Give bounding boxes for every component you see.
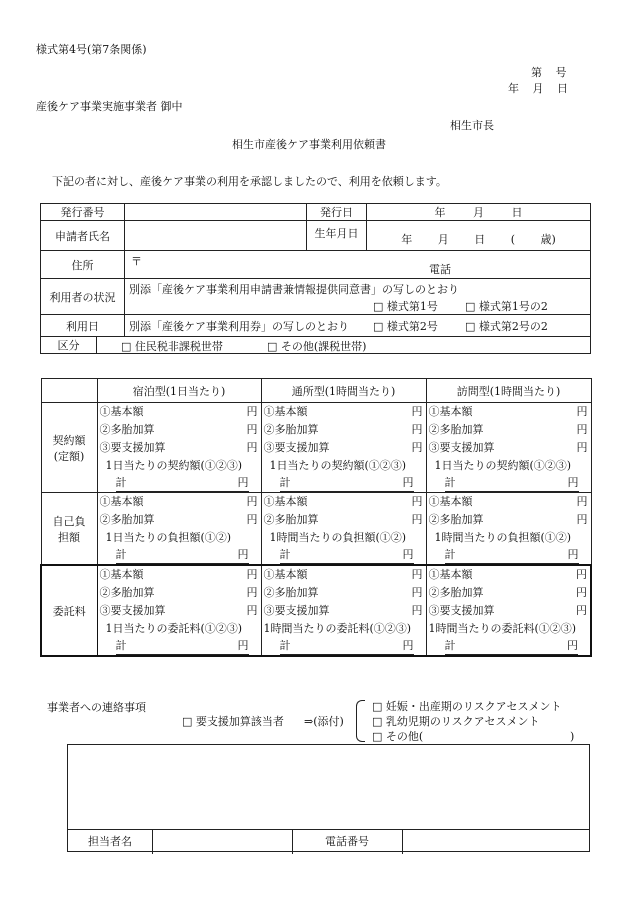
item-label: ②多胎加算 — [99, 423, 155, 436]
total-label: 計 — [444, 476, 456, 489]
yen-unit: 円 — [411, 423, 423, 436]
commission-item — [98, 584, 261, 602]
contact-footer-row — [68, 829, 589, 854]
yen-unit: 円 — [402, 476, 414, 489]
yen-unit: 円 — [576, 513, 588, 526]
issue-number-label: 発行番号 — [41, 204, 125, 221]
item-label: ③要支援加算 — [99, 441, 166, 454]
yen-unit: 円 — [246, 568, 258, 581]
yen-unit: 円 — [576, 495, 588, 508]
form-number: 様式第4号(第7条関係) — [36, 43, 147, 56]
commission-item — [262, 584, 426, 602]
user-status-cell — [125, 279, 591, 315]
postal-mark: 〒 — [131, 255, 142, 268]
item-label: ①基本額 — [263, 405, 308, 418]
commission-item — [427, 602, 591, 620]
contract-total — [280, 475, 414, 492]
issue-number-field[interactable] — [125, 204, 307, 221]
yen-unit: 円 — [411, 495, 423, 508]
contract-item — [98, 421, 261, 439]
total-label: 計 — [279, 639, 291, 652]
yen-unit: 円 — [576, 405, 588, 418]
yen-unit: 円 — [576, 568, 587, 581]
yen-unit: 円 — [237, 548, 249, 561]
self-pay-subtotal: 1日当たりの負担額(①②) — [105, 531, 232, 544]
item-label: ②多胎加算 — [99, 586, 155, 599]
yen-unit: 円 — [246, 513, 258, 526]
yen-unit: 円 — [246, 423, 258, 436]
yen-unit: 円 — [402, 548, 414, 561]
contract-item — [262, 403, 426, 421]
person-label: 担当者名 — [68, 830, 153, 854]
contract-subtotal: 1日当たりの契約額(①②③) — [269, 459, 407, 472]
total-label: 計 — [279, 476, 291, 489]
commission-item — [98, 566, 261, 584]
commission-cell-daycare — [261, 565, 426, 656]
yen-unit: 円 — [411, 586, 423, 599]
commission-item — [427, 566, 591, 584]
birthdate-label: 生年月日 — [307, 221, 367, 251]
fee-table — [40, 378, 592, 657]
item-label: ①基本額 — [99, 405, 144, 418]
issuer: 相生市長 — [450, 119, 494, 132]
contract-cell-stay — [97, 403, 261, 493]
attach-option-infant[interactable]: □ 乳幼児期のリスクアセスメント — [372, 715, 540, 728]
item-label: ②多胎加算 — [99, 513, 155, 526]
item-label: ①基本額 — [263, 495, 308, 508]
contract-subtotal: 1日当たりの契約額(①②③) — [105, 459, 243, 472]
item-label: ②多胎加算 — [428, 513, 484, 526]
support-checkbox[interactable]: □ 要支援加算該当者 — [182, 715, 284, 728]
intro-text: 下記の者に対し、産後ケア事業の利用を承認しましたので、利用を依頼します。 — [52, 175, 447, 188]
person-field[interactable] — [152, 830, 293, 854]
item-label: ③要支援加算 — [99, 604, 166, 617]
contract-label-line1: 契約額 — [52, 433, 86, 447]
user-status-option-2[interactable]: □ 様式第1号の2 — [465, 300, 548, 313]
item-label: ①基本額 — [428, 405, 473, 418]
yen-unit: 円 — [576, 604, 587, 617]
self-pay-label — [41, 493, 97, 566]
contract-cell-daycare — [261, 403, 426, 493]
yen-unit: 円 — [567, 476, 579, 489]
self-pay-total — [116, 547, 249, 564]
attach-option-other[interactable]: □ その他( — [372, 730, 424, 743]
commission-item — [427, 584, 591, 602]
contract-item — [262, 439, 426, 457]
yen-unit: 円 — [411, 441, 423, 454]
commission-item — [98, 602, 261, 620]
user-status-text: 別添「産後ケア事業利用申請書兼情報提供同意書」の写しのとおり — [129, 283, 459, 296]
category-label: 区分 — [41, 337, 97, 354]
yen-unit: 円 — [402, 639, 414, 652]
contract-item — [98, 403, 261, 421]
address-field[interactable] — [125, 251, 591, 279]
phone-number-label: 電話番号 — [292, 830, 403, 854]
phone-label: 電話 — [429, 263, 451, 276]
item-label: ②多胎加算 — [263, 423, 319, 436]
item-label: ③要支援加算 — [428, 441, 495, 454]
recipient: 産後ケア事業実施事業者 御中 — [36, 100, 183, 113]
contract-total — [116, 475, 249, 492]
attach-option-other-close: ) — [570, 730, 575, 743]
commission-cell-stay — [97, 565, 261, 656]
contract-item — [427, 439, 591, 457]
use-date-label: 利用日 — [41, 315, 125, 337]
birthdate-field[interactable]: 年 月 日 ( 歳) — [367, 221, 591, 251]
contract-item — [98, 439, 261, 457]
contract-total — [445, 475, 579, 492]
phone-number-field[interactable] — [402, 830, 589, 854]
yen-unit: 円 — [411, 604, 423, 617]
self-pay-subtotal: 1時間当たりの負担額(①②) — [434, 531, 572, 544]
col-header-daycare: 通所型(1時間当たり) — [261, 379, 426, 403]
contract-subtotal: 1日当たりの契約額(①②③) — [434, 459, 572, 472]
use-date-cell — [125, 315, 591, 337]
item-label: ③要支援加算 — [263, 604, 330, 617]
category-option-1[interactable]: □ 住民税非課税世帯 — [121, 340, 223, 353]
item-label: ①基本額 — [428, 495, 473, 508]
yen-unit: 円 — [576, 441, 588, 454]
commission-subtotal: 1時間当たりの委託料(①②③) — [263, 622, 412, 635]
self-pay-label-line1: 自己負 — [52, 514, 86, 528]
item-label: ①基本額 — [428, 568, 473, 581]
self-pay-total — [445, 547, 579, 564]
issue-date-label: 発行日 — [307, 204, 367, 221]
yen-unit: 円 — [411, 405, 423, 418]
category-option-2[interactable]: □ その他(課税世帯) — [267, 340, 367, 353]
info-table — [40, 203, 591, 354]
yen-unit: 円 — [576, 423, 588, 436]
self-pay-item — [427, 493, 591, 511]
commission-subtotal: 1時間当たりの委託料(①②③) — [428, 622, 577, 635]
yen-unit: 円 — [237, 476, 249, 489]
attach-option-pregnancy[interactable]: □ 妊娠・出産期のリスクアセスメント — [372, 700, 562, 713]
yen-unit: 円 — [246, 604, 258, 617]
contract-cell-visit — [426, 403, 591, 493]
item-label: ③要支援加算 — [428, 604, 495, 617]
commission-item — [262, 602, 426, 620]
self-pay-subtotal: 1時間当たりの負担額(①②) — [269, 531, 407, 544]
col-header-stay: 宿泊型(1日当たり) — [97, 379, 261, 403]
commission-total — [445, 638, 579, 655]
self-pay-item — [98, 493, 261, 511]
fee-corner-cell — [41, 379, 97, 403]
yen-unit: 円 — [411, 568, 423, 581]
col-header-visit: 訪問型(1時間当たり) — [426, 379, 591, 403]
contract-label-line2: (定額) — [53, 449, 85, 463]
self-pay-total — [280, 547, 414, 564]
contract-item — [427, 421, 591, 439]
commission-total — [116, 638, 249, 655]
yen-unit: 円 — [237, 639, 249, 652]
yen-unit: 円 — [246, 441, 258, 454]
total-label: 計 — [115, 639, 127, 652]
contract-item — [427, 403, 591, 421]
self-pay-item — [262, 511, 426, 529]
applicant-name-field[interactable] — [125, 221, 307, 251]
self-pay-item — [98, 511, 261, 529]
item-label: ②多胎加算 — [263, 586, 319, 599]
commission-cell-visit — [426, 565, 591, 656]
commission-subtotal: 1日当たりの委託料(①②③) — [105, 622, 243, 635]
total-label: 計 — [444, 639, 456, 652]
contract-item — [262, 421, 426, 439]
commission-label: 委託料 — [41, 565, 97, 656]
yen-unit: 円 — [567, 639, 578, 652]
page-title: 相生市産後ケア事業利用依頼書 — [232, 138, 386, 151]
self-pay-cell-visit — [426, 493, 591, 566]
item-label: ①基本額 — [263, 568, 308, 581]
self-pay-cell-stay — [97, 493, 261, 566]
category-cell — [97, 337, 591, 354]
applicant-name-label: 申請者氏名 — [41, 221, 125, 251]
commission-total — [280, 638, 414, 655]
brace-bracket — [356, 700, 365, 742]
total-label: 計 — [115, 548, 127, 561]
address-label: 住所 — [41, 251, 125, 279]
total-label: 計 — [279, 548, 291, 561]
yen-unit: 円 — [246, 405, 258, 418]
contact-notes-box[interactable] — [67, 744, 590, 852]
item-label: ②多胎加算 — [428, 423, 484, 436]
yen-unit: 円 — [576, 586, 587, 599]
yen-unit: 円 — [246, 586, 258, 599]
use-date-text: 別添「産後ケア事業利用券」の写しのとおり — [129, 320, 349, 333]
user-status-option-1[interactable]: □ 様式第1号 — [373, 300, 438, 313]
use-date-option-2[interactable]: □ 様式第2号の2 — [465, 320, 548, 333]
self-pay-cell-daycare — [261, 493, 426, 566]
document-number-label: 第 号 — [531, 66, 567, 79]
yen-unit: 円 — [567, 548, 579, 561]
issue-date-field[interactable]: 年 月 日 — [367, 204, 591, 221]
contract-label — [41, 403, 97, 493]
commission-item — [262, 566, 426, 584]
self-pay-item — [262, 493, 426, 511]
item-label: ③要支援加算 — [263, 441, 330, 454]
item-label: ②多胎加算 — [428, 586, 484, 599]
item-label: ①基本額 — [99, 568, 144, 581]
item-label: ①基本額 — [99, 495, 144, 508]
attach-label: ⇒(添付) — [304, 715, 344, 728]
item-label: ②多胎加算 — [263, 513, 319, 526]
yen-unit: 円 — [246, 495, 258, 508]
user-status-label: 利用者の状況 — [41, 279, 125, 315]
contact-title: 事業者への連絡事項 — [47, 701, 146, 714]
self-pay-label-line2: 担額 — [58, 530, 80, 544]
total-label: 計 — [444, 548, 456, 561]
use-date-option-1[interactable]: □ 様式第2号 — [373, 320, 438, 333]
yen-unit: 円 — [411, 513, 423, 526]
self-pay-item — [427, 511, 591, 529]
total-label: 計 — [115, 476, 127, 489]
document-date-label: 年 月 日 — [508, 82, 568, 95]
